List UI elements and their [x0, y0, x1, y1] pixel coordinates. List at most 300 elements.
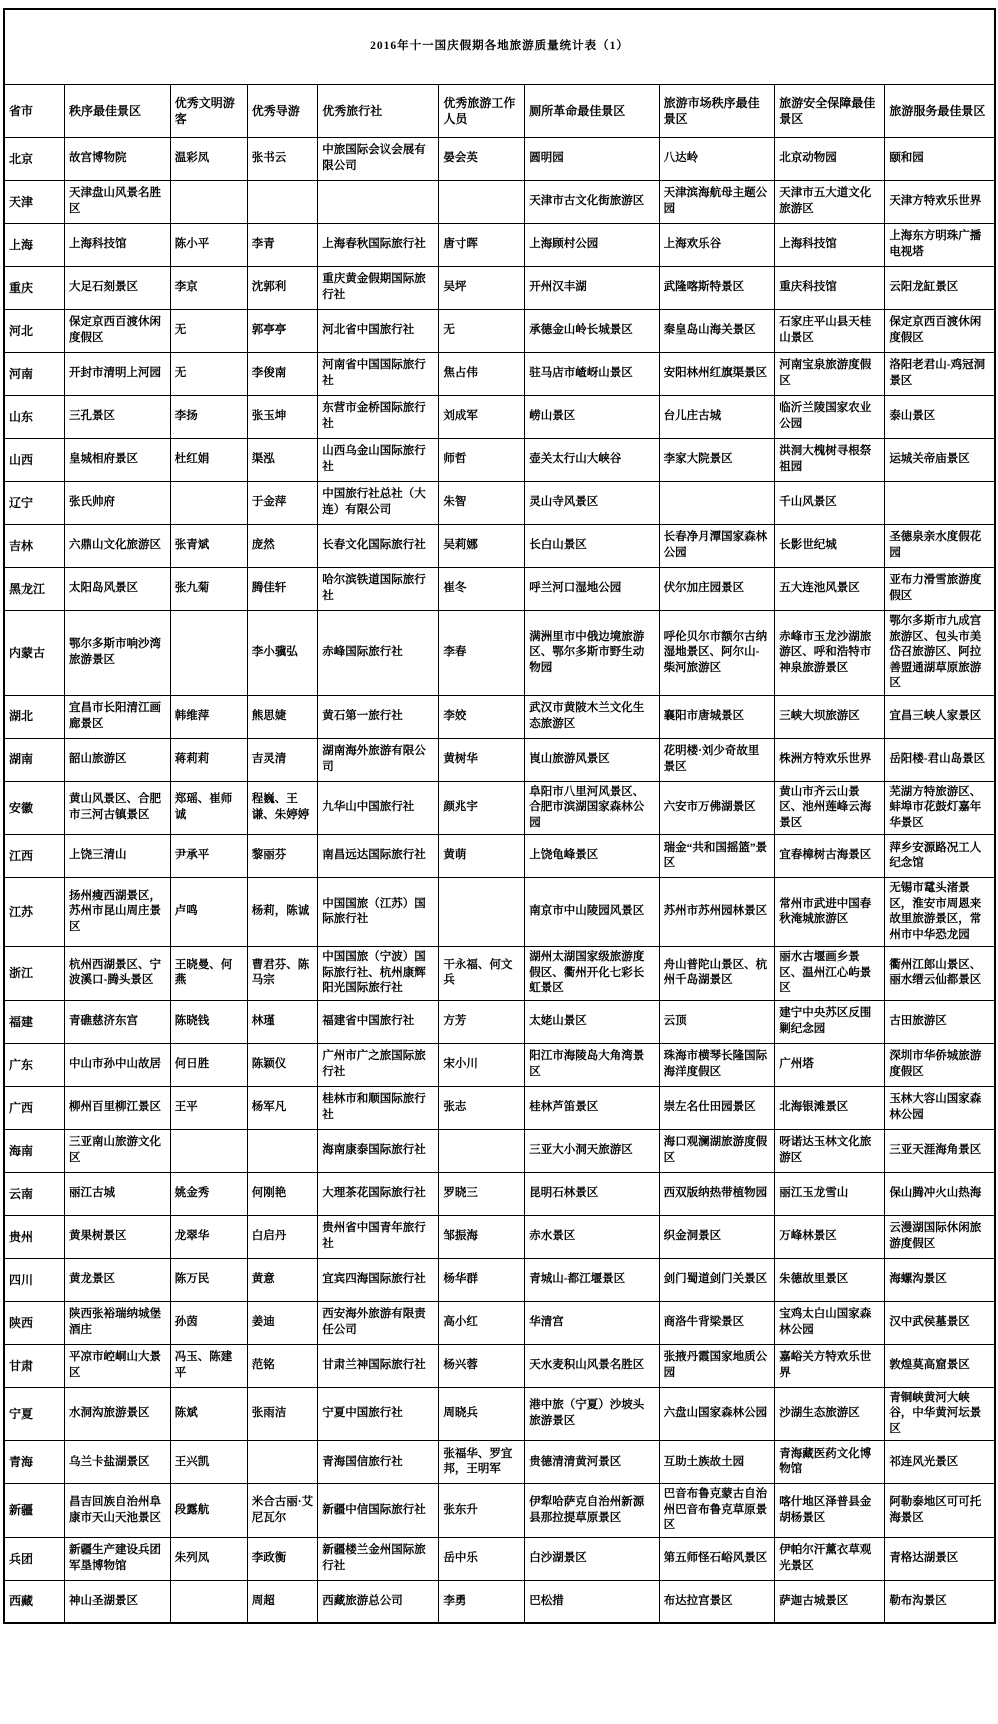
column-header-5: 优秀旅游工作人员	[439, 85, 525, 138]
table-cell	[170, 181, 247, 224]
table-cell: 中山市孙中山故居	[65, 1043, 171, 1086]
table-cell: 深圳市华侨城旅游度假区	[885, 1043, 995, 1086]
table-row	[4, 525, 995, 568]
table-cell: 泰山景区	[885, 396, 995, 439]
table-cell: 开封市清明上河园	[65, 353, 171, 396]
table-cell: 天津市古文化街旅游区	[525, 181, 659, 224]
table-cell: 吉灵清	[247, 738, 317, 781]
table-cell: 朱智	[439, 482, 525, 525]
table-cell: 青海国信旅行社	[318, 1441, 439, 1484]
table-row	[4, 482, 995, 525]
table-cell: 上海东方明珠广播电视塔	[885, 224, 995, 267]
table-cell: 故宫博物院	[65, 138, 171, 181]
row-header-province: 海南	[4, 1129, 65, 1172]
table-cell: 青铜峡黄河大峡谷，中华黄河坛景区	[885, 1387, 995, 1441]
row-header-province: 甘肃	[4, 1344, 65, 1387]
table-cell: 上海科技馆	[775, 224, 885, 267]
table-cell: 于金萍	[247, 482, 317, 525]
table-cell: 尹承平	[170, 835, 247, 878]
table-cell: 六盘山国家森林公园	[659, 1387, 775, 1441]
table-cell: 太姥山景区	[525, 1000, 659, 1043]
table-cell: 西藏旅游总公司	[318, 1580, 439, 1623]
table-cell: 芜湖方特旅游区、蚌埠市花鼓灯嘉年华景区	[885, 781, 995, 835]
table-cell: 武汉市黄陂木兰文化生态旅游区	[525, 695, 659, 738]
table-cell: 冯玉、陈建平	[170, 1344, 247, 1387]
table-cell: 青礁慈济东宫	[65, 1000, 171, 1043]
table-cell: 天津盘山风景名胜区	[65, 181, 171, 224]
row-header-province: 湖南	[4, 738, 65, 781]
table-cell: 广州市广之旅国际旅行社	[318, 1043, 439, 1086]
table-cell: 崇左名仕田园景区	[659, 1086, 775, 1129]
table-cell: 常州市武进中国春秋淹城旅游区	[775, 878, 885, 947]
table-cell: 岳中乐	[439, 1537, 525, 1580]
row-header-province: 兵团	[4, 1537, 65, 1580]
table-cell: 萨迦古城景区	[775, 1580, 885, 1623]
table-cell: 宜春樟树古海景区	[775, 835, 885, 878]
column-header-7: 旅游市场秩序最佳景区	[659, 85, 775, 138]
row-header-province: 吉林	[4, 525, 65, 568]
table-cell: 保定京西百渡休闲度假区	[65, 310, 171, 353]
table-cell: 玉林大容山国家森林公园	[885, 1086, 995, 1129]
table-cell: 北海银滩景区	[775, 1086, 885, 1129]
table-cell: 周超	[247, 1580, 317, 1623]
table-cell: 运城关帝庙景区	[885, 439, 995, 482]
table-row	[4, 878, 995, 947]
table-cell: 黄龙景区	[65, 1258, 171, 1301]
table-cell: 无锡市鼋头渚景区，淮安市周恩来故里旅游景区，常州市中华恐龙园	[885, 878, 995, 947]
table-cell: 花明楼·刘少奇故里景区	[659, 738, 775, 781]
table-cell: 宜昌市长阳清江画廊景区	[65, 695, 171, 738]
table-cell: 苏州市苏州园林景区	[659, 878, 775, 947]
row-header-province: 江西	[4, 835, 65, 878]
table-cell: 云阳龙缸景区	[885, 267, 995, 310]
table-cell: 李俊南	[247, 353, 317, 396]
table-cell: 崔冬	[439, 568, 525, 611]
table-row	[4, 1537, 995, 1580]
table-cell: 李京	[170, 267, 247, 310]
table-cell: 海南康泰国际旅行社	[318, 1129, 439, 1172]
table-cell: 韩维萍	[170, 695, 247, 738]
table-cell: 第五师怪石峪风景区	[659, 1537, 775, 1580]
table-cell: 东营市金桥国际旅行社	[318, 396, 439, 439]
table-cell: 张青斌	[170, 525, 247, 568]
table-cell: 甘肃兰神国际旅行社	[318, 1344, 439, 1387]
table-cell: 中国国旅（江苏）国际旅行社	[318, 878, 439, 947]
table-cell: 圣德泉亲水度假花园	[885, 525, 995, 568]
table-cell: 洪洞大槐树寻根祭祖园	[775, 439, 885, 482]
row-header-province: 辽宁	[4, 482, 65, 525]
table-cell: 天水麦积山风景名胜区	[525, 1344, 659, 1387]
table-cell: 临沂兰陵国家农业公园	[775, 396, 885, 439]
row-header-province: 内蒙古	[4, 611, 65, 696]
row-header-province: 陕西	[4, 1301, 65, 1344]
table-cell: 巴音布鲁克蒙古自治州巴音布鲁克草原景区	[659, 1484, 775, 1538]
table-cell: 扬州瘦西湖景区，苏州市昆山周庄景区	[65, 878, 171, 947]
table-cell: 宁夏中国旅行社	[318, 1387, 439, 1441]
table-cell: 陈小平	[170, 224, 247, 267]
table-cell: 秦皇岛山海关景区	[659, 310, 775, 353]
table-cell: 布达拉宫景区	[659, 1580, 775, 1623]
table-cell: 山西乌金山国际旅行社	[318, 439, 439, 482]
table-cell: 上海科技馆	[65, 224, 171, 267]
table-row	[4, 1000, 995, 1043]
table-cell: 湖州太湖国家级旅游度假区、衢州开化七彩长虹景区	[525, 947, 659, 1001]
table-cell: 刘成军	[439, 396, 525, 439]
table-cell: 张玉坤	[247, 396, 317, 439]
table-cell: 阿勒泰地区可可托海景区	[885, 1484, 995, 1538]
table-cell: 古田旅游区	[885, 1000, 995, 1043]
table-cell: 西双版纳热带植物园	[659, 1172, 775, 1215]
tourism-quality-table	[3, 8, 996, 1624]
table-cell: 伊帕尔汗薰衣草观光景区	[775, 1537, 885, 1580]
table-cell: 姚金秀	[170, 1172, 247, 1215]
column-header-4: 优秀旅行社	[318, 85, 439, 138]
table-row	[4, 224, 995, 267]
table-cell: 李青	[247, 224, 317, 267]
table-cell	[170, 611, 247, 696]
table-cell: 广州塔	[775, 1043, 885, 1086]
table-cell: 朱列凤	[170, 1537, 247, 1580]
table-cell: 衢州江郎山景区、丽水缙云仙都景区	[885, 947, 995, 1001]
table-cell: 崂山景区	[525, 396, 659, 439]
table-cell: 杨莉，陈诚	[247, 878, 317, 947]
table-row	[4, 267, 995, 310]
table-cell: 青格达湖景区	[885, 1537, 995, 1580]
table-cell: 姜迪	[247, 1301, 317, 1344]
table-cell: 珠海市横琴长隆国际海洋度假区	[659, 1043, 775, 1086]
table-cell: 杨军凡	[247, 1086, 317, 1129]
table-cell: 杨华群	[439, 1258, 525, 1301]
table-cell: 师哲	[439, 439, 525, 482]
table-cell: 杭州西湖景区、宁波溪口-腾头景区	[65, 947, 171, 1001]
table-cell: 鄂尔多斯市响沙湾旅游景区	[65, 611, 171, 696]
table-cell: 河北省中国旅行社	[318, 310, 439, 353]
table-cell: 天津滨海航母主题公园	[659, 181, 775, 224]
row-header-province: 黑龙江	[4, 568, 65, 611]
row-header-province: 山西	[4, 439, 65, 482]
table-cell: 曹君芬、陈马宗	[247, 947, 317, 1001]
table-cell: 陈斌	[170, 1387, 247, 1441]
table-cell: 福建省中国旅行社	[318, 1000, 439, 1043]
table-cell: 三孔景区	[65, 396, 171, 439]
table-cell: 桂林芦笛景区	[525, 1086, 659, 1129]
table-cell: 满洲里市中俄边境旅游区、鄂尔多斯市野生动物园	[525, 611, 659, 696]
table-cell: 张雨洁	[247, 1387, 317, 1441]
table-cell: 范铭	[247, 1344, 317, 1387]
table-cell: 昌吉回族自治州阜康市天山天池景区	[65, 1484, 171, 1538]
table-cell: 亚布力滑雪旅游度假区	[885, 568, 995, 611]
table-cell: 三亚南山旅游文化区	[65, 1129, 171, 1172]
table-row	[4, 568, 995, 611]
table-cell: 桂林市和顺国际旅行社	[318, 1086, 439, 1129]
table-row	[4, 138, 995, 181]
table-cell: 呼兰河口湿地公园	[525, 568, 659, 611]
row-header-province: 北京	[4, 138, 65, 181]
table-cell: 黄果树景区	[65, 1215, 171, 1258]
table-row	[4, 1441, 995, 1484]
table-cell: 陈晓钱	[170, 1000, 247, 1043]
row-header-province: 湖北	[4, 695, 65, 738]
table-cell: 无	[170, 353, 247, 396]
table-cell: 方芳	[439, 1000, 525, 1043]
row-header-province: 贵州	[4, 1215, 65, 1258]
column-header-8: 旅游安全保障最佳景区	[775, 85, 885, 138]
table-cell: 颜兆宇	[439, 781, 525, 835]
table-cell: 保定京西百渡休闲度假区	[885, 310, 995, 353]
table-cell: 云顶	[659, 1000, 775, 1043]
table-cell: 张氏帅府	[65, 482, 171, 525]
table-cell: 黄意	[247, 1258, 317, 1301]
row-header-province: 河北	[4, 310, 65, 353]
table-row	[4, 835, 995, 878]
table-body	[4, 138, 995, 1624]
table-cell: 宋小川	[439, 1043, 525, 1086]
table-row	[4, 1086, 995, 1129]
table-cell: 华清宫	[525, 1301, 659, 1344]
row-header-province: 四川	[4, 1258, 65, 1301]
table-row	[4, 947, 995, 1001]
table-cell: 壶关太行山大峡谷	[525, 439, 659, 482]
column-header-2: 优秀文明游客	[170, 85, 247, 138]
table-cell: 剑门蜀道剑门关景区	[659, 1258, 775, 1301]
table-cell: 呀诺达玉林文化旅游区	[775, 1129, 885, 1172]
row-header-province: 天津	[4, 181, 65, 224]
table-cell: 上饶龟峰景区	[525, 835, 659, 878]
table-cell: 八达岭	[659, 138, 775, 181]
table-cell: 黄山市齐云山景区、池州莲峰云海景区	[775, 781, 885, 835]
table-cell: 长春文化国际旅行社	[318, 525, 439, 568]
table-cell: 阳江市海陵岛大角湾景区	[525, 1043, 659, 1086]
table-cell: 港中旅（宁夏）沙坡头旅游景区	[525, 1387, 659, 1441]
table-cell: 瑞金“共和国摇篮”景区	[659, 835, 775, 878]
table-cell: 九华山中国旅行社	[318, 781, 439, 835]
table-cell: 李勇	[439, 1580, 525, 1623]
table-cell: 陈颖仪	[247, 1043, 317, 1086]
table-cell: 台儿庄古城	[659, 396, 775, 439]
table-cell: 织金洞景区	[659, 1215, 775, 1258]
table-cell: 南昌远达国际旅行社	[318, 835, 439, 878]
table-cell: 李春	[439, 611, 525, 696]
column-header-6: 厕所革命最佳景区	[525, 85, 659, 138]
column-header-row	[4, 85, 995, 138]
table-cell: 贵德清清黄河景区	[525, 1441, 659, 1484]
table-cell: 河南省中国国际旅行社	[318, 353, 439, 396]
table-cell: 焦占伟	[439, 353, 525, 396]
table-cell: 唐寸晖	[439, 224, 525, 267]
table-cell: 赤峰市玉龙沙湖旅游区、呼和浩特市神泉旅游景区	[775, 611, 885, 696]
table-cell: 贵州省中国青年旅行社	[318, 1215, 439, 1258]
row-header-province: 安徽	[4, 781, 65, 835]
table-cell: 陕西张裕瑞纳城堡酒庄	[65, 1301, 171, 1344]
table-cell: 黄萌	[439, 835, 525, 878]
table-cell: 岳阳楼-君山岛景区	[885, 738, 995, 781]
table-cell: 李政衡	[247, 1537, 317, 1580]
row-header-province: 浙江	[4, 947, 65, 1001]
table-cell: 丽江玉龙雪山	[775, 1172, 885, 1215]
table-cell: 安阳林州红旗渠景区	[659, 353, 775, 396]
table-cell: 无	[439, 310, 525, 353]
table-cell: 长影世纪城	[775, 525, 885, 568]
row-header-province: 福建	[4, 1000, 65, 1043]
table-cell: 伊犁哈萨克自治州新源县那拉提草原景区	[525, 1484, 659, 1538]
table-cell: 云漫湖国际休闲旅游度假区	[885, 1215, 995, 1258]
table-cell: 沙湖生态旅游区	[775, 1387, 885, 1441]
table-cell	[439, 181, 525, 224]
table-cell: 天津市五大道文化旅游区	[775, 181, 885, 224]
table-cell: 平凉市崆峒山大景区	[65, 1344, 171, 1387]
table-cell: 黄山风景区、合肥市三河古镇景区	[65, 781, 171, 835]
table-cell: 保山腾冲火山热海	[885, 1172, 995, 1215]
table-cell: 乌兰卡盐湖景区	[65, 1441, 171, 1484]
row-header-province: 广东	[4, 1043, 65, 1086]
table-cell: 无	[170, 310, 247, 353]
table-cell: 石家庄平山县天桂山景区	[775, 310, 885, 353]
table-cell: 圆明园	[525, 138, 659, 181]
table-cell: 呼伦贝尔市额尔古纳湿地景区、阿尔山-柴河旅游区	[659, 611, 775, 696]
table-cell: 周晓兵	[439, 1387, 525, 1441]
table-cell: 新疆生产建设兵团军垦博物馆	[65, 1537, 171, 1580]
table-cell	[247, 181, 317, 224]
table-cell: 南京市中山陵园风景区	[525, 878, 659, 947]
table-cell: 张福华、罗宜邦，王明军	[439, 1441, 525, 1484]
row-header-province: 山东	[4, 396, 65, 439]
table-cell: 干永福、何文兵	[439, 947, 525, 1001]
table-cell: 杨兴蓉	[439, 1344, 525, 1387]
table-cell: 建宁中央苏区反围剿纪念园	[775, 1000, 885, 1043]
row-header-province: 河南	[4, 353, 65, 396]
table-cell	[247, 1129, 317, 1172]
table-cell: 海口观澜湖旅游度假区	[659, 1129, 775, 1172]
table-cell: 崀山旅游风景区	[525, 738, 659, 781]
table-cell: 三峡大坝旅游区	[775, 695, 885, 738]
table-cell: 承德金山岭长城景区	[525, 310, 659, 353]
table-row	[4, 439, 995, 482]
table-cell: 互助土族故土园	[659, 1441, 775, 1484]
table-cell: 开州汉丰湖	[525, 267, 659, 310]
table-cell: 萍乡安源路况工人纪念馆	[885, 835, 995, 878]
table-cell: 张书云	[247, 138, 317, 181]
table-row	[4, 1301, 995, 1344]
table-cell: 段露航	[170, 1484, 247, 1538]
table-cell: 张志	[439, 1086, 525, 1129]
row-header-province: 重庆	[4, 267, 65, 310]
table-cell	[170, 482, 247, 525]
table-cell: 太阳岛风景区	[65, 568, 171, 611]
table-cell: 千山风景区	[775, 482, 885, 525]
table-cell: 万峰林景区	[775, 1215, 885, 1258]
table-row	[4, 1258, 995, 1301]
row-header-province: 青海	[4, 1441, 65, 1484]
page-title: 2016年十一国庆假期各地旅游质量统计表（1）	[4, 9, 995, 85]
table-row	[4, 1129, 995, 1172]
table-cell: 柳州百里柳江景区	[65, 1086, 171, 1129]
table-cell: 襄阳市唐城景区	[659, 695, 775, 738]
table-cell: 白沙湖景区	[525, 1537, 659, 1580]
table-cell: 白启丹	[247, 1215, 317, 1258]
table-cell: 西安海外旅游有限责任公司	[318, 1301, 439, 1344]
table-cell	[659, 482, 775, 525]
table-cell: 腾佳轩	[247, 568, 317, 611]
table-cell: 丽水古堰画乡景区、温州江心屿景区	[775, 947, 885, 1001]
table-cell: 敦煌莫高窟景区	[885, 1344, 995, 1387]
table-cell: 上海春秋国际旅行社	[318, 224, 439, 267]
title-row	[4, 9, 995, 85]
table-cell: 灵山寺风景区	[525, 482, 659, 525]
table-cell: 邹振海	[439, 1215, 525, 1258]
table-cell: 青海藏医药文化博物馆	[775, 1441, 885, 1484]
table-cell: 颐和园	[885, 138, 995, 181]
table-cell: 宜宾四海国际旅行社	[318, 1258, 439, 1301]
row-header-province: 广西	[4, 1086, 65, 1129]
table-cell: 驻马店市嵖岈山景区	[525, 353, 659, 396]
table-cell: 巴松措	[525, 1580, 659, 1623]
column-header-1: 秩序最佳景区	[65, 85, 171, 138]
table-cell: 李姣	[439, 695, 525, 738]
table-cell: 王兴凯	[170, 1441, 247, 1484]
table-cell: 鄂尔多斯市九成宫旅游区、包头市美岱召旅游区、阿拉善盟通湖草原旅游区	[885, 611, 995, 696]
table-row	[4, 310, 995, 353]
table-cell	[318, 181, 439, 224]
table-cell: 沈郭利	[247, 267, 317, 310]
row-header-province: 上海	[4, 224, 65, 267]
table-row	[4, 1484, 995, 1538]
table-cell: 何日胜	[170, 1043, 247, 1086]
table-cell: 朱德故里景区	[775, 1258, 885, 1301]
table-row	[4, 1387, 995, 1441]
table-cell: 罗晓三	[439, 1172, 525, 1215]
column-header-3: 优秀导游	[247, 85, 317, 138]
table-cell: 王晓曼、何燕	[170, 947, 247, 1001]
table-cell: 蒋莉莉	[170, 738, 247, 781]
table-cell: 商洛牛背梁景区	[659, 1301, 775, 1344]
table-cell: 上饶三清山	[65, 835, 171, 878]
table-cell: 汉中武侯墓景区	[885, 1301, 995, 1344]
table-cell: 大足石刻景区	[65, 267, 171, 310]
table-cell: 熊思婕	[247, 695, 317, 738]
table-row	[4, 396, 995, 439]
table-cell: 赤水景区	[525, 1215, 659, 1258]
table-cell: 上海欢乐谷	[659, 224, 775, 267]
table-cell	[439, 878, 525, 947]
table-cell: 六鼎山文化旅游区	[65, 525, 171, 568]
table-cell: 伏尔加庄园景区	[659, 568, 775, 611]
table-cell: 大理茶花国际旅行社	[318, 1172, 439, 1215]
table-cell: 湖南海外旅游有限公司	[318, 738, 439, 781]
table-cell: 五大连池风景区	[775, 568, 885, 611]
table-cell: 勒布沟景区	[885, 1580, 995, 1623]
column-header-9: 旅游服务最佳景区	[885, 85, 995, 138]
table-cell: 何刚艳	[247, 1172, 317, 1215]
table-cell: 王平	[170, 1086, 247, 1129]
row-header-province: 云南	[4, 1172, 65, 1215]
table-cell: 长春净月潭国家森林公园	[659, 525, 775, 568]
table-cell: 武隆喀斯特景区	[659, 267, 775, 310]
table-cell: 丽江古城	[65, 1172, 171, 1215]
table-cell: 长白山景区	[525, 525, 659, 568]
table-cell: 张东升	[439, 1484, 525, 1538]
table-cell: 晏会英	[439, 138, 525, 181]
table-cell: 龙翠华	[170, 1215, 247, 1258]
table-cell	[885, 482, 995, 525]
table-cell: 赤峰国际旅行社	[318, 611, 439, 696]
table-cell: 温彩凤	[170, 138, 247, 181]
table-cell: 三亚天涯海角景区	[885, 1129, 995, 1172]
table-cell: 嘉峪关方特欢乐世界	[775, 1344, 885, 1387]
table-cell: 李小骥弘	[247, 611, 317, 696]
table-cell: 卢鸣	[170, 878, 247, 947]
table-cell: 株洲方特欢乐世界	[775, 738, 885, 781]
table-cell	[247, 1441, 317, 1484]
